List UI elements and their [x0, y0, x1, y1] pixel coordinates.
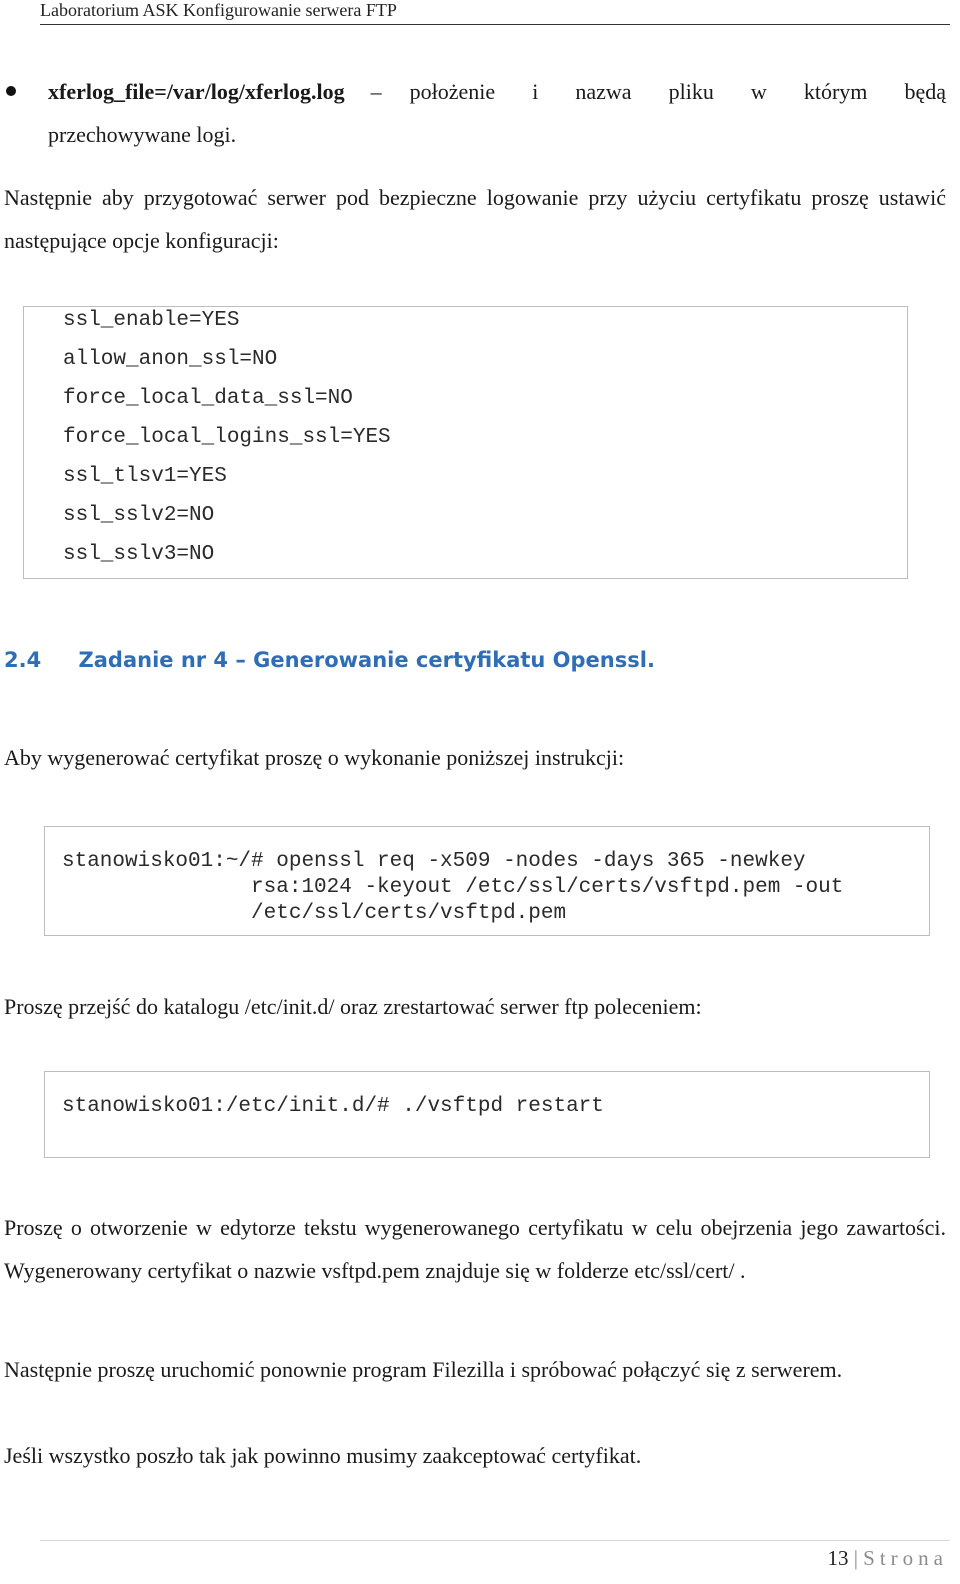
- bullet-line-2: przechowywane logi.: [48, 122, 237, 147]
- bullet-description: położenie i nazwa pliku w którym będą: [409, 79, 946, 104]
- bullet-icon: [6, 86, 16, 96]
- command-line: rsa:1024 -keyout /etc/ssl/certs/vsftpd.pem -out: [62, 876, 844, 899]
- config-line: ssl_enable=YES: [63, 309, 240, 332]
- bullet-line-1: [48, 70, 946, 113]
- openssl-command: [62, 849, 843, 927]
- config-lines: [63, 301, 391, 574]
- running-header: Laboratorium ASK Konfigurowanie serwera FTP: [40, 0, 397, 20]
- page-footer: [827, 1546, 948, 1571]
- filezilla-paragraph: Następnie proszę uruchomić ponownie program Filezilla i spróbować połączyć się z serwerem.: [4, 1357, 843, 1382]
- dash: –: [370, 79, 382, 104]
- section-number: 2.4: [4, 648, 42, 672]
- command-line: /etc/ssl/certs/vsftpd.pem: [62, 902, 567, 925]
- config-line: ssl_tlsv1=YES: [63, 465, 227, 488]
- restart-paragraph: Proszę przejść do katalogu /etc/init.d/ oraz zrestartować serwer ftp poleceniem:: [4, 994, 702, 1019]
- page-number: 13: [827, 1546, 849, 1570]
- config-line: force_local_data_ssl=NO: [63, 387, 353, 410]
- section-title: Zadanie nr 4 – Generowanie certyfikatu Openssl.: [78, 648, 655, 672]
- bullet-item: [48, 70, 946, 156]
- ssl-intro-paragraph: Następnie aby przygotować serwer pod bezpieczne logowanie przy użyciu certyfikatu proszę ustawić następujące opcje konfiguracji:: [4, 185, 946, 253]
- generate-paragraph: Aby wygenerować certyfikat proszę o wykonanie poniższej instrukcji:: [4, 745, 625, 770]
- config-line: ssl_sslv3=NO: [63, 543, 215, 566]
- open-cert-paragraph: Proszę o otworzenie w edytorze tekstu wygenerowanego certyfikatu w celu obejrzenia jego zawartości. Wygenerowany certyfikat o nazwie vsftpd.pem znajduje się w folderze etc/ssl/cert/ .: [4, 1215, 946, 1283]
- section-heading: [4, 648, 655, 672]
- config-line: allow_anon_ssl=NO: [63, 348, 278, 371]
- restart-command: stanowisko01:/etc/init.d/# ./vsftpd restart: [62, 1095, 604, 1118]
- config-line: force_local_logins_ssl=YES: [63, 426, 391, 449]
- header-divider: [40, 24, 950, 25]
- accept-paragraph: Jeśli wszystko poszło tak jak powinno musimy zaakceptować certyfikat.: [4, 1443, 642, 1468]
- footer-divider: [40, 1540, 950, 1541]
- restart-command-box: [44, 1071, 930, 1158]
- config-line: ssl_sslv2=NO: [63, 504, 215, 527]
- openssl-command-box: [44, 826, 930, 936]
- footer-separator: |: [853, 1546, 858, 1570]
- command-line: stanowisko01:~/# openssl req -x509 -nodes -days 365 -newkey: [62, 850, 806, 873]
- page-word: Strona: [863, 1546, 948, 1570]
- config-code-box: [23, 306, 908, 579]
- config-key: xferlog_file=/var/log/xferlog.log: [48, 79, 345, 104]
